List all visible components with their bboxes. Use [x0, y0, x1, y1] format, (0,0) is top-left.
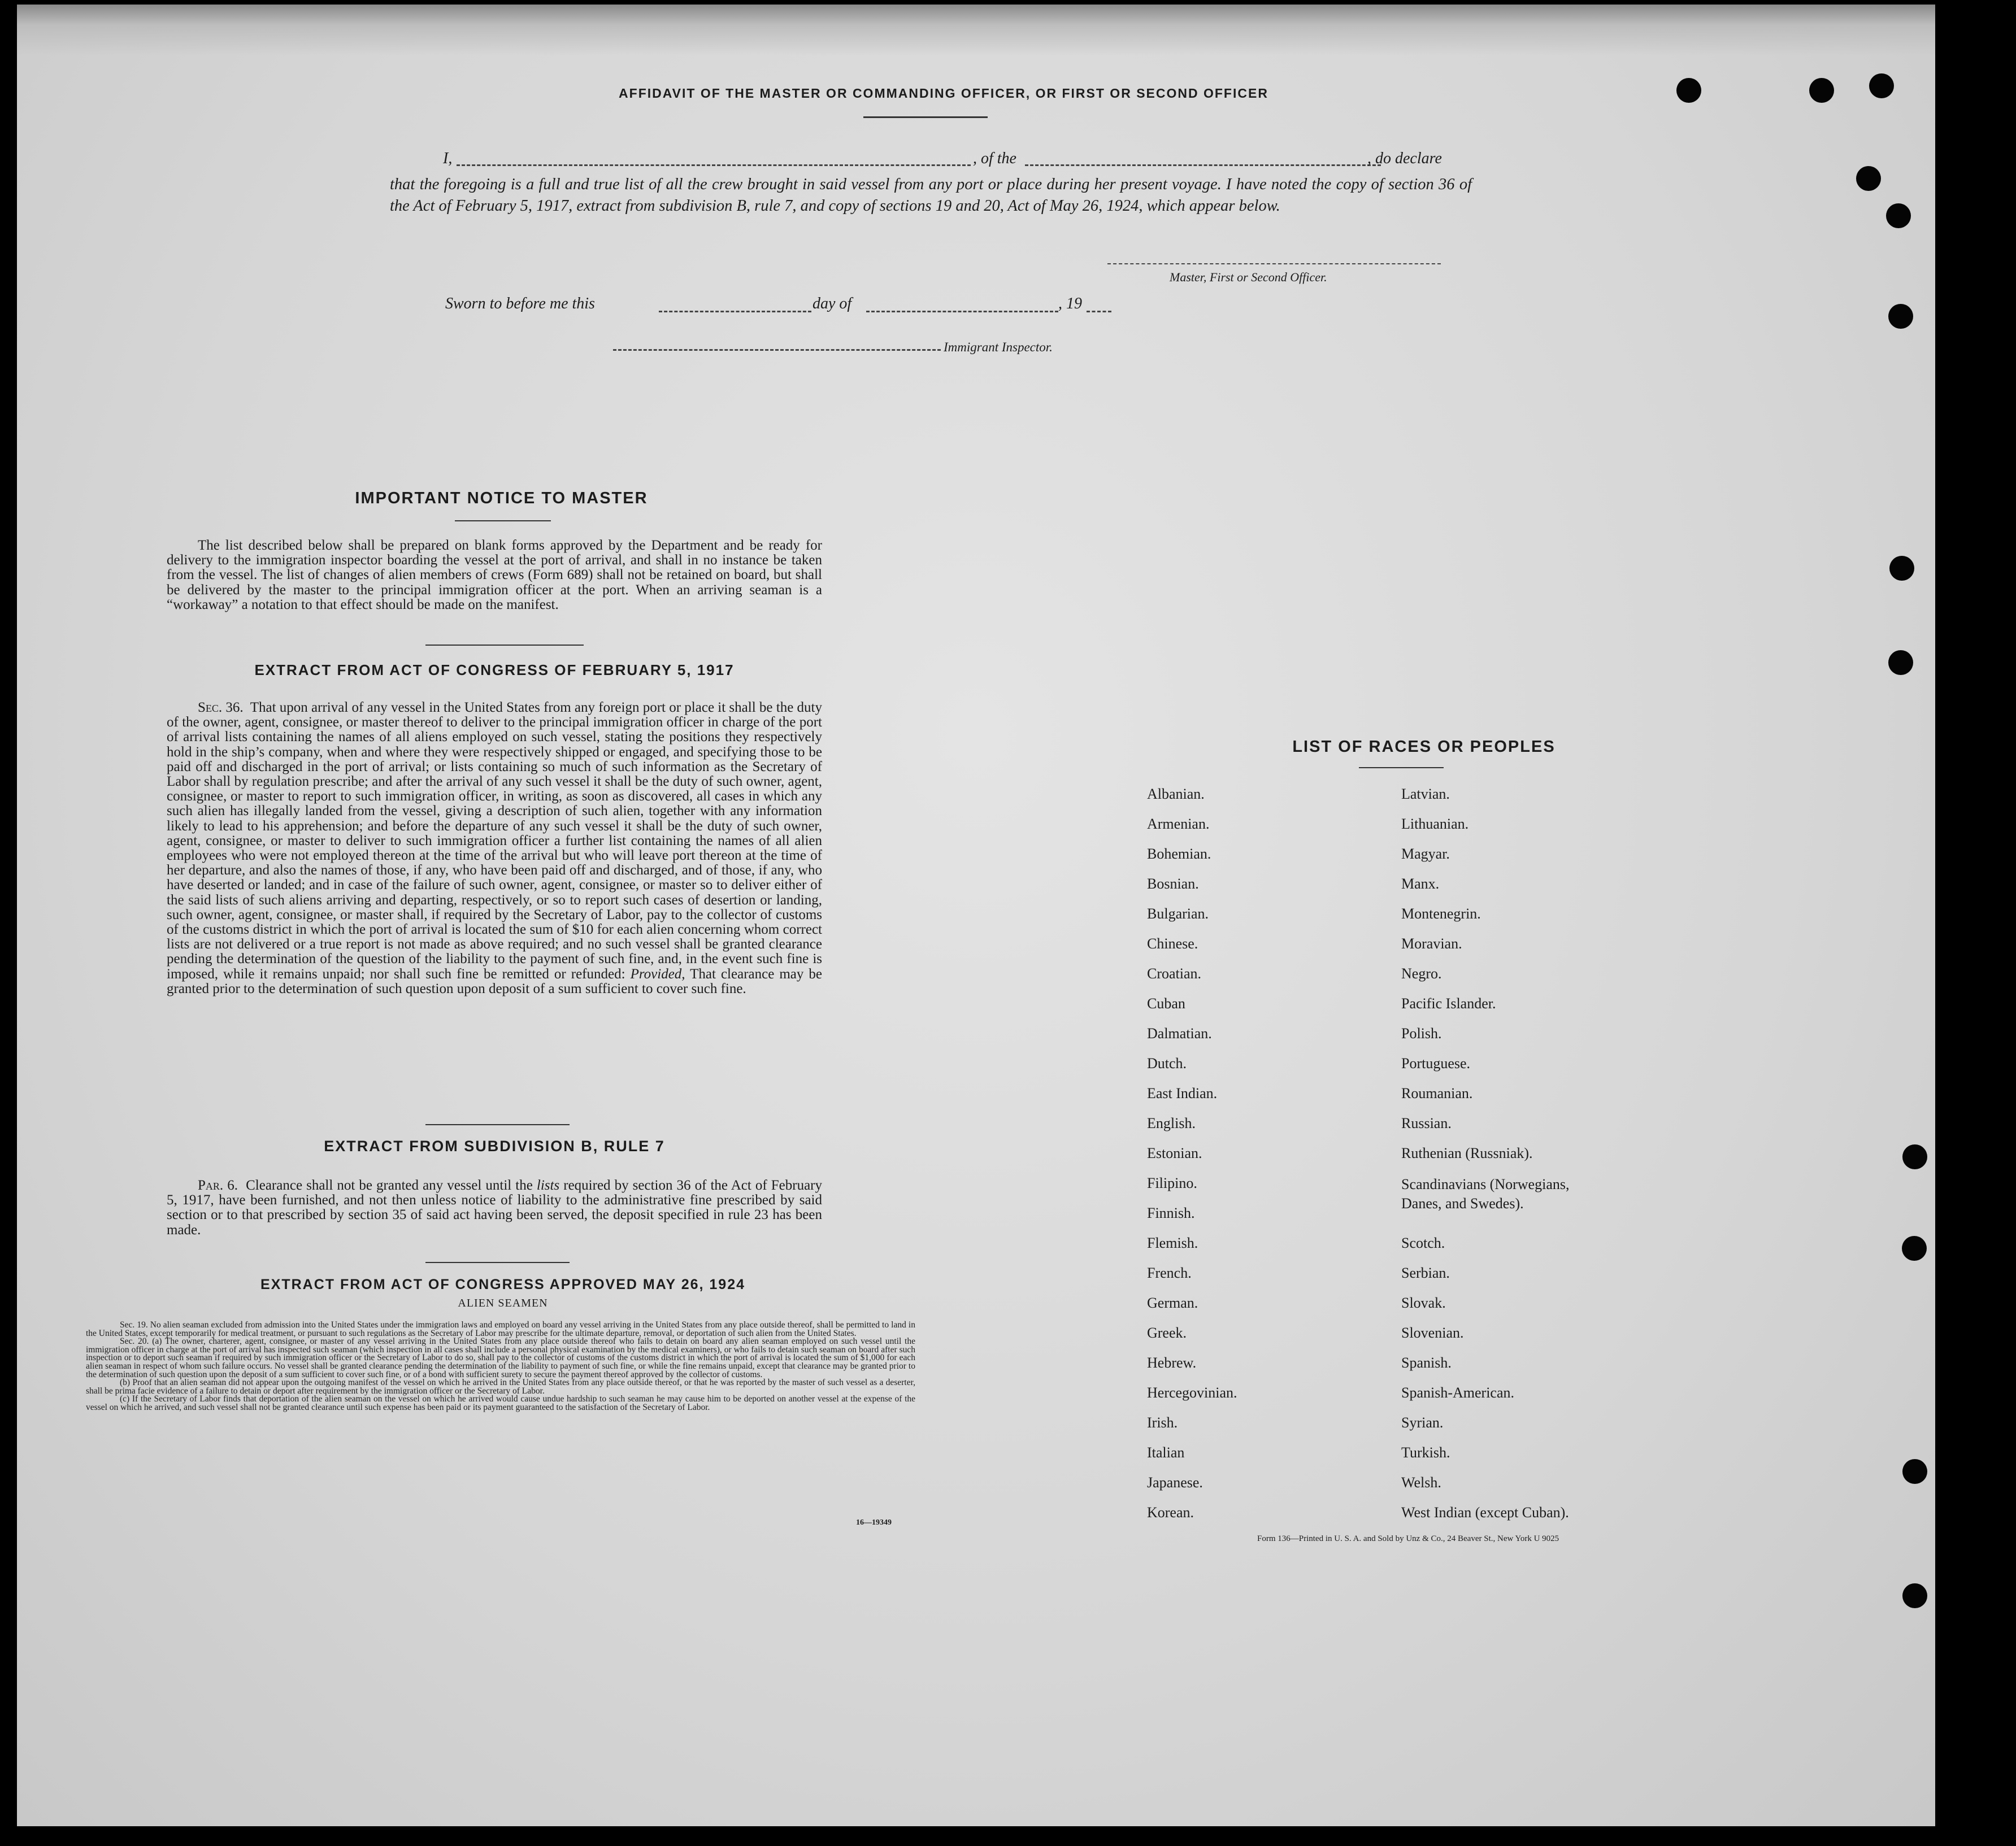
race-item: Scandinavians (Norwegians, Danes, and Swedes). [1401, 1176, 1570, 1212]
race-item: Roumanian. [1401, 1085, 1473, 1101]
race-item: Bosnian. [1147, 876, 1199, 892]
vessel-field[interactable] [1025, 164, 1381, 166]
race-item: Montenegrin. [1401, 905, 1481, 922]
divider [863, 116, 988, 118]
race-item: Irish. [1147, 1414, 1178, 1431]
sworn-line [445, 295, 1180, 315]
affidavit-body: that the foregoing is a full and true list of all the crew brought in said vessel from any port or place during her present voyage. I have noted the copy of section 36 of the Act of February 5, 1917, extract from subdivision B, rule 7, and copy of sections 19 and 20, Act of May 26, 1924, which appear below. [390, 176, 1472, 215]
race-item: Hercegovinian. [1147, 1384, 1237, 1401]
race-item: German. [1147, 1295, 1198, 1311]
race-item: English. [1147, 1115, 1196, 1131]
race-item: Croatian. [1147, 965, 1202, 982]
declarant-label: I, [443, 150, 453, 167]
race-item: Pacific Islander. [1401, 995, 1496, 1012]
race-item: Turkish. [1401, 1444, 1450, 1461]
race-item: Polish. [1401, 1025, 1442, 1042]
race-item: East Indian. [1147, 1085, 1218, 1101]
race-item: Flemish. [1147, 1235, 1198, 1251]
rule-7-title: EXTRACT FROM SUBDIVISION B, RULE 7 [324, 1138, 665, 1155]
race-item: Spanish-American. [1401, 1384, 1515, 1401]
race-item: Albanian. [1147, 786, 1205, 802]
race-item: Greek. [1147, 1325, 1187, 1341]
affidavit-title: AFFIDAVIT OF THE MASTER OR COMMANDING OFFICER, OR FIRST OR SECOND OFFICER [619, 86, 1268, 101]
race-item: Japanese. [1147, 1474, 1203, 1491]
race-item: Scotch. [1401, 1235, 1445, 1251]
punch-hole [1888, 304, 1913, 329]
punch-hole [1902, 1459, 1927, 1484]
extract-1917-title: EXTRACT FROM ACT OF CONGRESS OF FEBRUARY 5, 1917 [254, 661, 735, 678]
section-20b-text: (b) Proof that an alien seaman did not appear upon the outgoing manifest of the vessel on which he arrived in the United States from any place outside thereof, or that he was reported by the master of such vessel as a deserter, shall be prima facie evidence of a failure to detain or deport after requirement by the immigration officer or the Secretary of Labor. [86, 1378, 915, 1396]
races-title: LIST OF RACES OR PEOPLES [1292, 738, 1556, 756]
rule-7-text-a: Clearance shall not be granted any vessel until the [246, 1178, 533, 1193]
race-item: Portuguese. [1401, 1055, 1471, 1072]
section-36-text-a: That upon arrival of any vessel in the United States from any foreign port or place it shall be the duty of the owner, agent, consignee, or master thereof to deliver to the principal immigration officer in charge of the port of arrival lists containing the names of all aliens employed on such vessel, stating the positions they respectively hold in the ship’s company, when and where they were respectively shipped or engaged, and specifying those to be paid off and discharged in the port of arrival; or lists containing so much of such information as the Secretary of Labor shall by regulation prescribe; and after the arrival of any such vessel it shall be the duty of such owner, agent, consignee, or master to report to such immigration officer, in writing, as soon as discovered, all cases in which any such alien has illegally landed from the vessel, giving a description of such alien, together with any information likely to lead to his apprehension; and before the departure of any such vessel it shall be the duty of such owner, agent, consignee, or master to deliver to such immigration officer a further list containing the names of all alien employees who were not employed thereon at the time of the arrival but who will leave port thereon at the time of her departure, and also the names of those, if any, who have been paid off and discharged, and of those, if any, who have deserted or landed; and in case of the failure of such owner, agent, consignee, or master so to deliver either of the said lists of such aliens arriving and departing, respectively, or so to report such cases of desertion or landing, such owner, agent, consignee, or master shall, if required by the Secretary of Labor, pay to the collector of customs of the customs district in which the port of arrival is located the sum of $10 for each alien concerning whom correct lists are not delivered or a true report is not made as above required; and no such vessel shall be granted clearance pending the determination of the question of the liability to the payment of such fine, and, in the event such fine is imposed, while it remains unpaid; nor shall such fine be remitted or refunded: [167, 700, 822, 982]
divider [455, 520, 551, 521]
sworn-label: Sworn to before me this [445, 295, 595, 312]
divider [425, 1124, 570, 1125]
race-item: Magyar. [1401, 846, 1450, 862]
race-item: Serbian. [1401, 1265, 1450, 1281]
section-20c-text: (c) If the Secretary of Labor finds that deportation of the alien seaman on the vessel on which he arrived would cause undue hardship to such seaman he may cause him to be deported on another vessel at the expense of the vessel on which he arrived, and such vessel shall not be granted clearance until such expense has been paid or its payment guaranteed to the satisfaction of the Secretary of Labor. [86, 1394, 915, 1412]
race-item: Bohemian. [1147, 846, 1211, 862]
rule-7-text-b: required by section 36 of the Act of February 5, 1917, have been furnished, and not then unless notice of liability to the administrative fine prescribed by said section or to that prescribed by section 35 of said act having been served, the deposit specified in rule 23 has been made. [167, 1178, 822, 1238]
sworn-month-field[interactable] [866, 311, 1058, 312]
extract-1924-text [86, 1321, 915, 1412]
section-19-text: Sec. 19. No alien seaman excluded from admission into the United States under the immigration laws and employed on board any vessel arriving in the United States from any place outside thereof, shall be permitted to land in the United States, except temporarily for medical treatment, or pursuant to such regulations as the Secretary of Labor may prescribe for the ultimate departure, removal, or deportation of such alien from the United States. [86, 1320, 915, 1338]
punch-hole [1869, 73, 1894, 98]
races-left-column [1147, 786, 1373, 1526]
race-item: Slovenian. [1401, 1325, 1464, 1341]
scan-shadow [17, 5, 1935, 55]
race-item: Ruthenian (Russniak). [1401, 1145, 1533, 1161]
punch-hole [1888, 650, 1913, 675]
section-36-text-b: That clearance may be granted prior to the determination of such question upon deposit of a sum sufficient to cover such fine. [167, 966, 822, 996]
race-item: Latvian. [1401, 786, 1450, 802]
punch-hole [1856, 166, 1881, 191]
race-item: Dalmatian. [1147, 1025, 1212, 1042]
punch-hole [1886, 203, 1911, 228]
punch-hole [1676, 78, 1701, 103]
race-item: Dutch. [1147, 1055, 1187, 1072]
race-item: Manx. [1401, 876, 1440, 892]
race-item: Italian [1147, 1444, 1185, 1461]
master-signature-field[interactable] [1107, 263, 1441, 264]
par-6-label: Par. 6. [198, 1178, 238, 1193]
race-item: Moravian. [1401, 935, 1462, 952]
punch-hole [1902, 1144, 1927, 1169]
notice-text: The list described below shall be prepared on blank forms approved by the Department and be ready for delivery to the immigration inspector boarding the vessel at the port of arrival, and shall in no instance be taken from the vessel. The list of changes of alien members of crews (Form 689) shall not be retained on board, but shall be delivered by the master to the principal immigration officer at the port. When an arriving seaman is a “workaway” a notation to that effect should be made on the manifest. [167, 538, 822, 612]
document-sheet [17, 5, 1935, 1826]
race-item: Russian. [1401, 1115, 1452, 1131]
notice-title: IMPORTANT NOTICE TO MASTER [355, 489, 648, 507]
races-right-column [1401, 786, 1752, 1526]
form-code: 16—19349 [856, 1518, 892, 1527]
punch-hole [1889, 556, 1914, 581]
race-item: Armenian. [1147, 816, 1210, 832]
provided-word: Provided, [630, 966, 685, 982]
master-signature-label: Master, First or Second Officer. [1170, 270, 1327, 284]
punch-hole [1809, 78, 1834, 103]
race-item: West Indian (except Cuban). [1401, 1504, 1569, 1521]
race-item: Filipino. [1147, 1175, 1197, 1191]
section-36-label: Sec. 36. [198, 700, 244, 715]
sworn-day-field[interactable] [659, 311, 811, 312]
race-item: Finnish. [1147, 1205, 1195, 1221]
rule-7-text [167, 1178, 822, 1238]
race-item: French. [1147, 1265, 1192, 1281]
section-20a-text: Sec. 20. (a) The owner, charterer, agent, consignee, or master of any vessel arriving in the United States from any place outside thereof who fails to detain on board any alien seaman employed on such vessel until the immigration officer in charge at the port of arrival has inspected such seaman (which inspection in all cases shall include a personal physical examination by the medical examiners), or who fails to detain such seaman on board after such inspection or to deport such seaman if required by such immigration officer or the Secretary of Labor to do so, shall pay to the collector of customs of the customs district in which the port of arrival is located the sum of $1,000 for each alien seaman in respect of whom such failure occurs. No vessel shall be granted clearance pending the determination of the liability to payment of such fine, or while the fine remains unpaid, except that clearance may be granted prior to the determination of such question upon the deposit of a sum sufficient to cover such fine, or of a bond with sufficient surety to secure the payment thereof approved by the collector of customs. [86, 1336, 915, 1379]
day-of-label: day of [813, 295, 852, 312]
race-item: Chinese. [1147, 935, 1198, 952]
extract-1924-title: EXTRACT FROM ACT OF CONGRESS APPROVED MAY 26, 1924 [260, 1277, 746, 1292]
lists-word: lists [536, 1178, 560, 1193]
extract-1917-text [167, 700, 822, 996]
punch-hole [1902, 1583, 1927, 1608]
race-item: Negro. [1401, 965, 1442, 982]
divider [425, 1262, 570, 1263]
sworn-year-field[interactable] [1087, 311, 1111, 312]
alien-seamen-subtitle: ALIEN SEAMEN [458, 1297, 548, 1309]
race-item: Lithuanian. [1401, 816, 1469, 832]
inspector-signature-field[interactable] [613, 349, 941, 351]
race-item: Estonian. [1147, 1145, 1202, 1161]
form-printer-note: Form 136—Printed in U. S. A. and Sold by Unz & Co., 24 Beaver St., New York U 9025 [1257, 1534, 1559, 1543]
divider [1359, 767, 1444, 768]
year-label: , 19 [1058, 295, 1082, 312]
race-item: Bulgarian. [1147, 905, 1209, 922]
race-item: Welsh. [1401, 1474, 1441, 1491]
race-item: Slovak. [1401, 1295, 1446, 1311]
name-field[interactable] [457, 164, 971, 166]
divider [425, 645, 584, 646]
race-item: Korean. [1147, 1504, 1194, 1521]
declare-label: , do declare [1367, 150, 1442, 167]
of-the-label: , of the [973, 150, 1016, 167]
race-item: Spanish. [1401, 1355, 1452, 1371]
affidavit-line-1 [443, 150, 1471, 169]
inspector-label: Immigrant Inspector. [944, 340, 1053, 354]
race-item: Hebrew. [1147, 1355, 1197, 1371]
race-item: Syrian. [1401, 1414, 1444, 1431]
race-item: Cuban [1147, 995, 1185, 1012]
punch-hole [1902, 1236, 1927, 1261]
